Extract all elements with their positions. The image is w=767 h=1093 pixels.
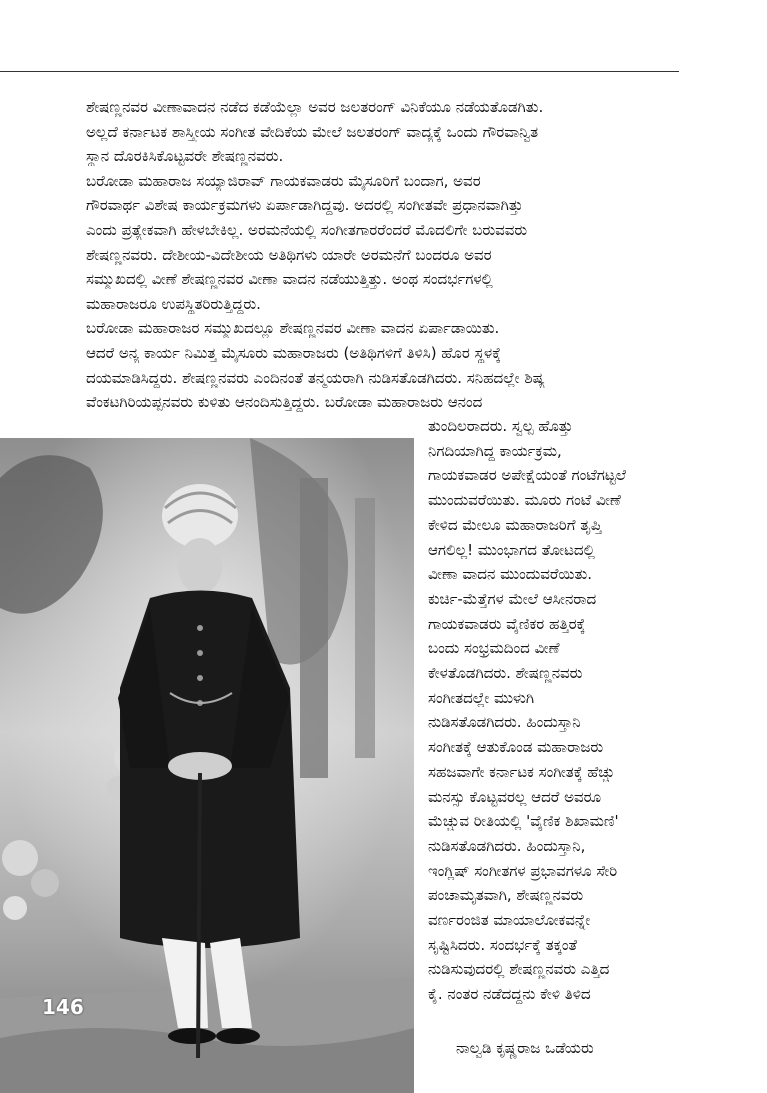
- page-number: 146: [42, 995, 84, 1019]
- text-line: ಬರೋಡಾ ಮಹಾರಾಜರ ಸಮ್ಮುಖದಲ್ಲೂ ಶೇಷಣ್ಣನವರ ವೀಣಾ ವಾದನ ಏರ್ಪಾಡಾಯಿತು.: [86, 319, 500, 338]
- text-line: ವೀಣಾ ವಾದನ ಮುಂದುವರೆಯಿತು.: [428, 565, 593, 584]
- text-line: ಮಹಾರಾಜರೂ ಉಪಸ್ಥಿತರಿರುತ್ತಿದ್ದರು.: [86, 294, 261, 313]
- text-line: ಅಲ್ಲದೆ ಕರ್ನಾಟಕ ಶಾಸ್ತ್ರೀಯ ಸಂಗೀತ ವೇದಿಕೆಯ ಮೇಲೆ ಜಲತರಂಗ್ ವಾದ್ಯಕ್ಕೆ ಒಂದು ಗೌರವಾನ್ವಿತ: [86, 122, 539, 141]
- text-line: ಮೆಚ್ಚುವ ರೀತಿಯಲ್ಲಿ 'ವೈಣಿಕ ಶಿಖಾಮಣಿ': [428, 812, 619, 831]
- text-line: ಸಂಗೀತದಲ್ಲೇ ಮುಳುಗಿ: [428, 688, 535, 707]
- text-line: ಮನಸ್ಸು ಕೊಟ್ಟವರಲ್ಲ ಆದರೆ ಅವರೂ: [428, 787, 602, 806]
- text-line: ಬರೋಡಾ ಮಹಾರಾಜ ಸಯ್ಯಾಜಿರಾವ್ ಗಾಯಕವಾಡರು ಮೈಸೂರಿಗೆ ಬಂದಾಗ, ಅವರ: [86, 171, 481, 190]
- text-line: ಸಮ್ಮುಖದಲ್ಲಿ ವೀಣೆ ಶೇಷಣ್ಣನವರ ವೀಣಾ ವಾದನ ನಡೆಯುತ್ತಿತ್ತು. ಅಂಥ ಸಂದರ್ಭಗಳಲ್ಲಿ: [86, 270, 493, 289]
- text-line: ಸಂಗೀತಕ್ಕೆ ಆತುಕೊಂಡ ಮಹಾರಾಜರು: [428, 738, 604, 757]
- text-line: ಸೃಷ್ಟಿಸಿದರು. ಸಂದರ್ಭಕ್ಕೆ ತಕ್ಕಂತೆ: [428, 935, 578, 954]
- text-line: ಎಂದು ಪ್ರತ್ಯೇಕವಾಗಿ ಹೇಳಬೇಕಿಲ್ಲ. ಅರಮನೆಯಲ್ಲಿ ಸಂಗೀತಗಾರರೆಂದರೆ ಮೊದಲಿಗೇ ಬರುವವರು: [86, 221, 528, 239]
- text-line: ನುಡಿಸತೊಡಗಿದರು. ಹಿಂದುಸ್ತಾನಿ,: [428, 836, 586, 855]
- text-line: ಕುರ್ಚಿ-ಮೆತ್ತೆಗಳ ಮೇಲೆ ಆಸೀನರಾದ: [428, 589, 597, 608]
- text-line: ಬಂದು ಸಂಭ್ರಮದಿಂದ ವೀಣೆ: [428, 639, 560, 658]
- header-rule: [0, 71, 679, 72]
- text-line: ಸಹಜವಾಗೇ ಕರ್ನಾಟಕ ಸಂಗೀತಕ್ಕೆ ಹೆಚ್ಚು: [428, 762, 615, 781]
- text-line: ಕೇಳತೊಡಗಿದರು. ಶೇಷಣ್ಣನವರು: [428, 664, 583, 682]
- photo-caption: ನಾಲ್ವಡಿ ಕೃಷ್ಣರಾಜ ಒಡೆಯರು: [456, 1039, 594, 1057]
- text-line: ನುಡಿಸತೊಡಗಿದರು. ಹಿಂದುಸ್ತಾನಿ: [428, 713, 581, 732]
- text-line: ಶೇಷಣ್ಣನವರ ವೀಣಾವಾದನ ನಡೆದ ಕಡೆಯೆಲ್ಲಾ ಅವರ ಜಲತರಂಗ್ ವಿನಿಕೆಯೂ ನಡೆಯತೊಡಗಿತು.: [86, 98, 544, 116]
- text-line: ಆದರೆ ಅನ್ಯ ಕಾರ್ಯ ನಿಮಿತ್ತ ಮೈಸೂರು ಮಹಾರಾಜರು (ಅತಿಥಿಗಳಿಗೆ ತಿಳಿಸಿ) ಹೊರ ಸ್ಥಳಕ್ಕೆ: [86, 344, 501, 362]
- text-line: ವರ್ಣರಂಜಿತ ಮಾಯಾಲೋಕವನ್ನೇ: [428, 911, 591, 929]
- text-line: ಶೇಷಣ್ಣನವರು. ದೇಶೀಯ-ವಿದೇಶೀಯ ಅತಿಥಿಗಳು ಯಾರೇ ಅರಮನೆಗೆ ಬಂದರೂ ಅವರ: [86, 245, 492, 264]
- text-line: ಇಂಗ್ಲಿಷ್ ಸಂಗೀತಗಳ ಪ್ರಭಾವಗಳೂ ಸೇರಿ: [428, 861, 618, 880]
- text-line: ಮುಂದುವರೆಯಿತು. ಮೂರು ಗಂಟೆ ವೀಣೆ: [428, 491, 621, 510]
- text-line: ನುಡಿಸುವುದರಲ್ಲಿ ಶೇಷಣ್ಣನವರು ಎತ್ತಿದ: [428, 960, 610, 979]
- text-line: ಆಗಲಿಲ್ಲ! ಮುಂಭಾಗದ ತೋಟದಲ್ಲಿ: [428, 540, 595, 559]
- text-line: ಕೈ. ನಂತರ ನಡೆದದ್ದನು ಕೇಳಿ ತಿಳಿದ: [428, 985, 591, 1004]
- text-line: ಕೇಳಿದ ಮೇಲೂ ಮಹಾರಾಜರಿಗೆ ತೃಪ್ತಿ: [428, 515, 602, 534]
- text-line: ನಿಗದಿಯಾಗಿದ್ದ ಕಾರ್ಯಕ್ರಮ,: [428, 441, 562, 460]
- text-line: ದಯಮಾಡಿಸಿದ್ದರು. ಶೇಷಣ್ಣನವರು ಎಂದಿನಂತೆ ತನ್ಮಯರಾಗಿ ನುಡಿಸತೊಡಗಿದರು. ಸನಿಹದಲ್ಲೇ ಶಿಷ್ಯ: [86, 368, 545, 387]
- text-line: ಗೌರವಾರ್ಥ ವಿಶೇಷ ಕಾರ್ಯಕ್ರಮಗಳು ಏರ್ಪಾಡಾಗಿದ್ದವು. ಅದರಲ್ಲಿ ಸಂಗೀತವೇ ಪ್ರಧಾನವಾಗಿತ್ತು: [86, 196, 523, 215]
- text-line: ಗಾಯಕವಾಡರು ವೈಣಿಕರ ಹತ್ತಿರಕ್ಕೆ: [428, 614, 586, 633]
- text-line: ಸ್ಥಾನ ದೊರಕಿಸಿಕೊಟ್ಟವರೇ ಶೇಷಣ್ಣನವರು.: [86, 147, 284, 166]
- text-line: ಗಾಯಕವಾಡರ ಅಪೇಕ್ಷೆಯಂತೆ ಗಂಟೆಗಟ್ಟಲೆ: [428, 466, 627, 485]
- text-line: ವೆಂಕಟಗಿರಿಯಪ್ಪನವರು ಕುಳಿತು ಆನಂದಿಸುತ್ತಿದ್ದರು. ಬರೋಡಾ ಮಹಾರಾಜರು ಆನಂದ: [86, 393, 483, 412]
- text-line: ಪಂಚಾಮೃತವಾಗಿ, ಶೇಷಣ್ಣನವರು: [428, 886, 584, 905]
- text-line: ತುಂದಿಲರಾದರು. ಸ್ವಲ್ಪ ಹೊತ್ತು: [428, 417, 573, 435]
